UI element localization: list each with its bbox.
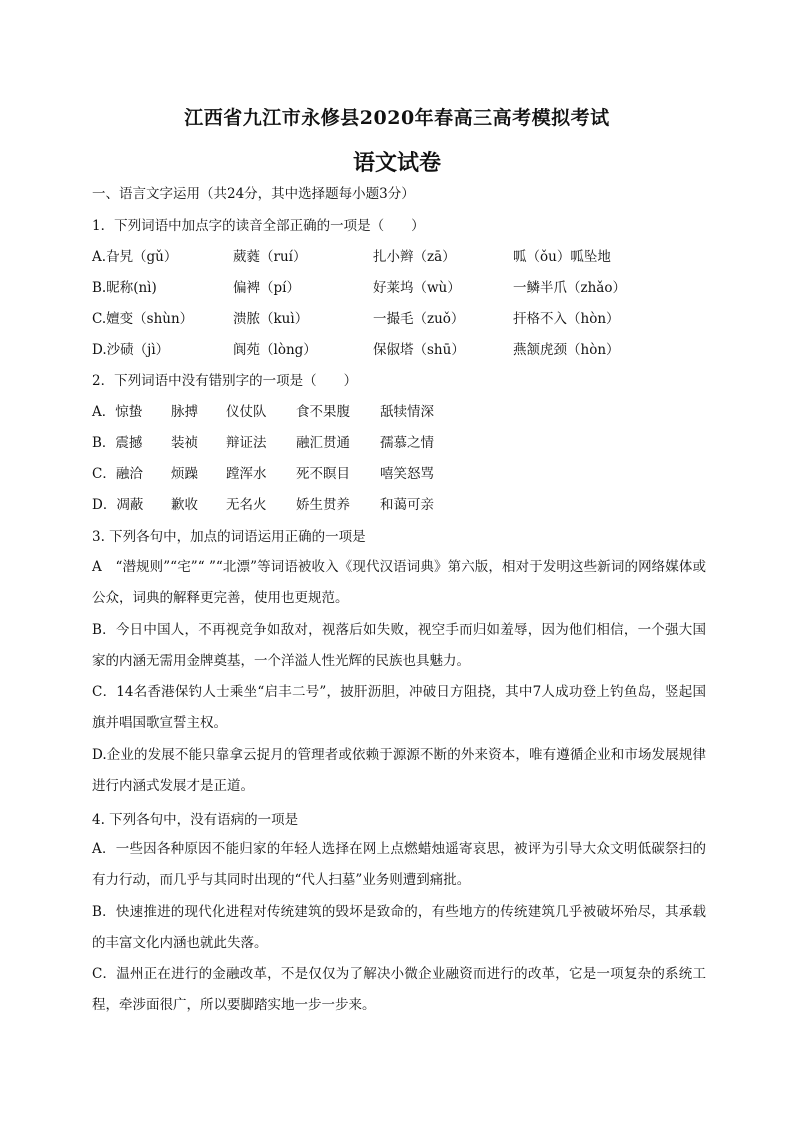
question-3-option-d: D.企业的发展不能只靠拿云捉月的管理者或依赖于源源不断的外来资本，唯有遵循企业和市场发展规律进行内涵式发展才是正道。 (92, 747, 706, 794)
question-3-stem: 3. 下列各句中，加点的词语运用正确的一项是 (92, 529, 366, 545)
question-4-option-c: C．温州正在进行的金融改革，不是仅仅为了解决小微企业融资而进行的改革，它是一项复杂的系统工程，牵涉面很广，所以要脚踏实地一步一步来。 (92, 966, 706, 1013)
exam-title: 江西省九江市永修县2020年春高三高考模拟考试 (184, 107, 610, 129)
option-cell: A．惊蛰 (92, 404, 143, 420)
option-cell: 一鳞半爪（zhǎo） (513, 280, 626, 296)
question-1-stem: 1．下列词语中加点字的读音全部正确的一项是（ ） (92, 218, 425, 234)
question-4-stem: 4. 下列各句中，没有语病的一项是 (92, 812, 299, 828)
option-cell: 偏裨（pí） (233, 280, 300, 296)
option-cell: 一撮毛（zuǒ） (373, 311, 465, 327)
question-4-option-b: B．快速推进的现代化进程对传统建筑的毁坏是致命的，有些地方的传统建筑几乎被破坏殆尽，其承载的丰富文化内涵也就此失落。 (92, 904, 706, 951)
option-cell: 食不果腹 (296, 404, 350, 420)
option-cell: D．凋蔽 (92, 497, 144, 513)
option-cell: 烦躁 (171, 466, 198, 482)
option-cell: 脉搏 (171, 404, 198, 420)
option-cell: 歉收 (171, 497, 198, 513)
option-cell: 和蔼可亲 (380, 497, 434, 513)
option-cell: C．融洽 (92, 466, 143, 482)
option-cell: 扎小辫（zā） (373, 249, 456, 265)
option-cell: 仪仗队 (226, 404, 267, 420)
option-cell: 保俶塔（shū） (373, 342, 465, 358)
option-cell: 融汇贯通 (296, 435, 350, 451)
question-3-option-a: A “潜规则”“宅”“ ”“北漂”等词语被收入《现代汉语词典》第六版，相对于发明这些新词的网络媒体或公众，词典的解释更完善，使用也更规范。 (92, 559, 706, 606)
question-4-option-a: A．一些因各种原因不能归家的年轻人选择在网上点燃蜡烛遥寄哀思，被评为引导大众文明低碳祭扫的有力行动，而几乎与其同时出现的“代人扫墓”业务则遭到痛批。 (92, 841, 706, 888)
option-cell: 无名火 (226, 497, 267, 513)
option-cell: 娇生贯养 (296, 497, 350, 513)
option-cell: 装祯 (171, 435, 198, 451)
option-cell: 呱（ǒu）呱坠地 (513, 249, 611, 265)
question-3-option-b: B．今日中国人，不再视竞争如敌对，视落后如失败，视空手而归如羞辱，因为他们相信，一个强大国家的内涵无需用金牌奠基，一个洋溢人性光辉的民族也具魅力。 (92, 622, 706, 669)
option-cell: A.旮旯（gǔ） (92, 249, 178, 265)
section-heading: 一、语言文字运用（共24分，其中选择题每小题3分） (92, 186, 415, 202)
option-cell: 死不瞑目 (296, 466, 350, 482)
option-cell: D.沙碛（jì） (92, 342, 170, 358)
option-cell: B．震撼 (92, 435, 143, 451)
option-cell: 葳蕤（ruí） (233, 249, 307, 265)
exam-subtitle: 语文试卷 (352, 150, 441, 176)
option-cell: 辩证法 (226, 435, 267, 451)
option-cell: 燕颔虎颈（hòn） (513, 342, 620, 358)
option-cell: 阆苑（lòng） (233, 342, 317, 358)
option-cell: 蹚浑水 (226, 466, 267, 482)
question-3-option-c: C．14名香港保钓人士乘坐“启丰二号”，披肝沥胆，冲破日方阻挠，其中7人成功登上钓鱼岛，竖起国旗并唱国歌宣誓主权。 (92, 684, 706, 731)
option-cell: 溃脓（kuì） (233, 311, 309, 327)
option-cell: 好莱坞（wù） (373, 280, 461, 296)
option-cell: C.嬗变（shùn） (92, 311, 194, 327)
option-cell: B.昵称(nì) (92, 280, 157, 296)
option-cell: 嘻笑怒骂 (380, 466, 434, 482)
option-cell: 舐犊情深 (380, 404, 434, 420)
option-cell: 孺慕之情 (380, 435, 434, 451)
question-2-stem: 2．下列词语中没有错别字的一项是（ ） (92, 373, 358, 389)
option-cell: 扞格不入（hòn） (513, 311, 620, 327)
